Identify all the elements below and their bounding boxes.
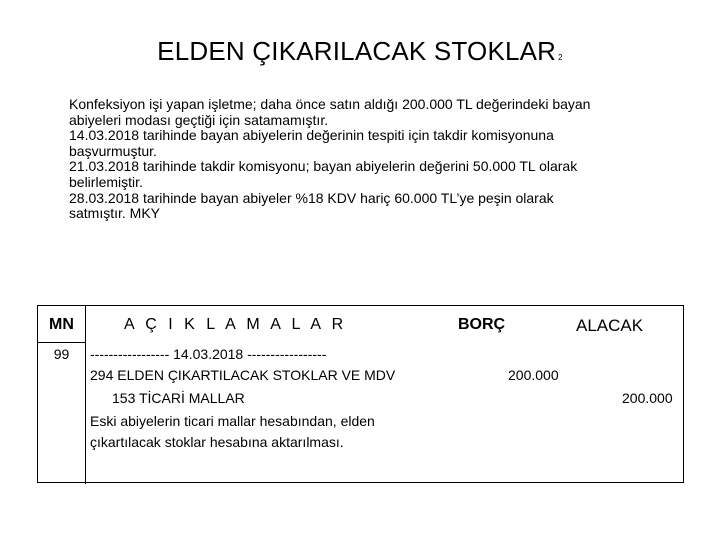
debit-account: 294 ELDEN ÇIKARTILACAK STOKLAR VE MDV <box>90 367 396 383</box>
entry-explanation: Eski abiyelerin ticari mallar hesabından, elden <box>90 413 375 429</box>
entry-date-line: ----------------- 14.03.2018 ----------------- <box>90 346 327 362</box>
debit-amount: 200.000 <box>508 367 559 383</box>
journal-entry-table <box>37 305 684 483</box>
intro-line: 28.03.2018 tarihinde bayan abiyeler %18 KDV hariç 60.000 TL’ye peşin olarak <box>69 189 554 206</box>
header-divider <box>38 342 85 343</box>
credit-amount: 200.000 <box>622 390 673 406</box>
credit-account: 153 TİCARİ MALLAR <box>112 390 245 406</box>
entry-explanation: çıkartılacak stoklar hesabına aktarılması. <box>90 434 344 450</box>
header-mn: MN <box>49 316 74 333</box>
intro-line: Konfeksiyon işi yapan işletme; daha önce satın aldığı 200.000 TL değerindeki bayan <box>69 96 591 112</box>
slide-number: 2 <box>558 53 563 62</box>
header-debit: BORÇ <box>458 316 506 333</box>
page-title-text: ELDEN ÇIKARILACAK STOKLAR <box>157 36 557 66</box>
intro-line: 21.03.2018 tarihinde takdir komisyonu; bayan abiyelerin değerini 50.000 TL olarak <box>69 158 578 175</box>
intro-line: belirlemiştir. <box>69 173 143 190</box>
page-title <box>0 36 720 67</box>
problem-statement <box>69 97 679 222</box>
column-divider <box>85 306 86 484</box>
header-description: A Ç I K L A M A L A R <box>124 316 347 333</box>
intro-line: 14.03.2018 tarihinde bayan abiyelerin değerinin tespiti için takdir komisyonuna <box>69 127 554 144</box>
header-credit: ALACAK <box>576 316 644 335</box>
entry-number: 99 <box>53 346 70 362</box>
intro-line: abiyeleri modası geçtiği için satamamıştır. <box>69 111 329 128</box>
intro-line: satmıştır. MKY <box>69 205 161 222</box>
intro-line: başvurmuştur. <box>69 142 157 159</box>
